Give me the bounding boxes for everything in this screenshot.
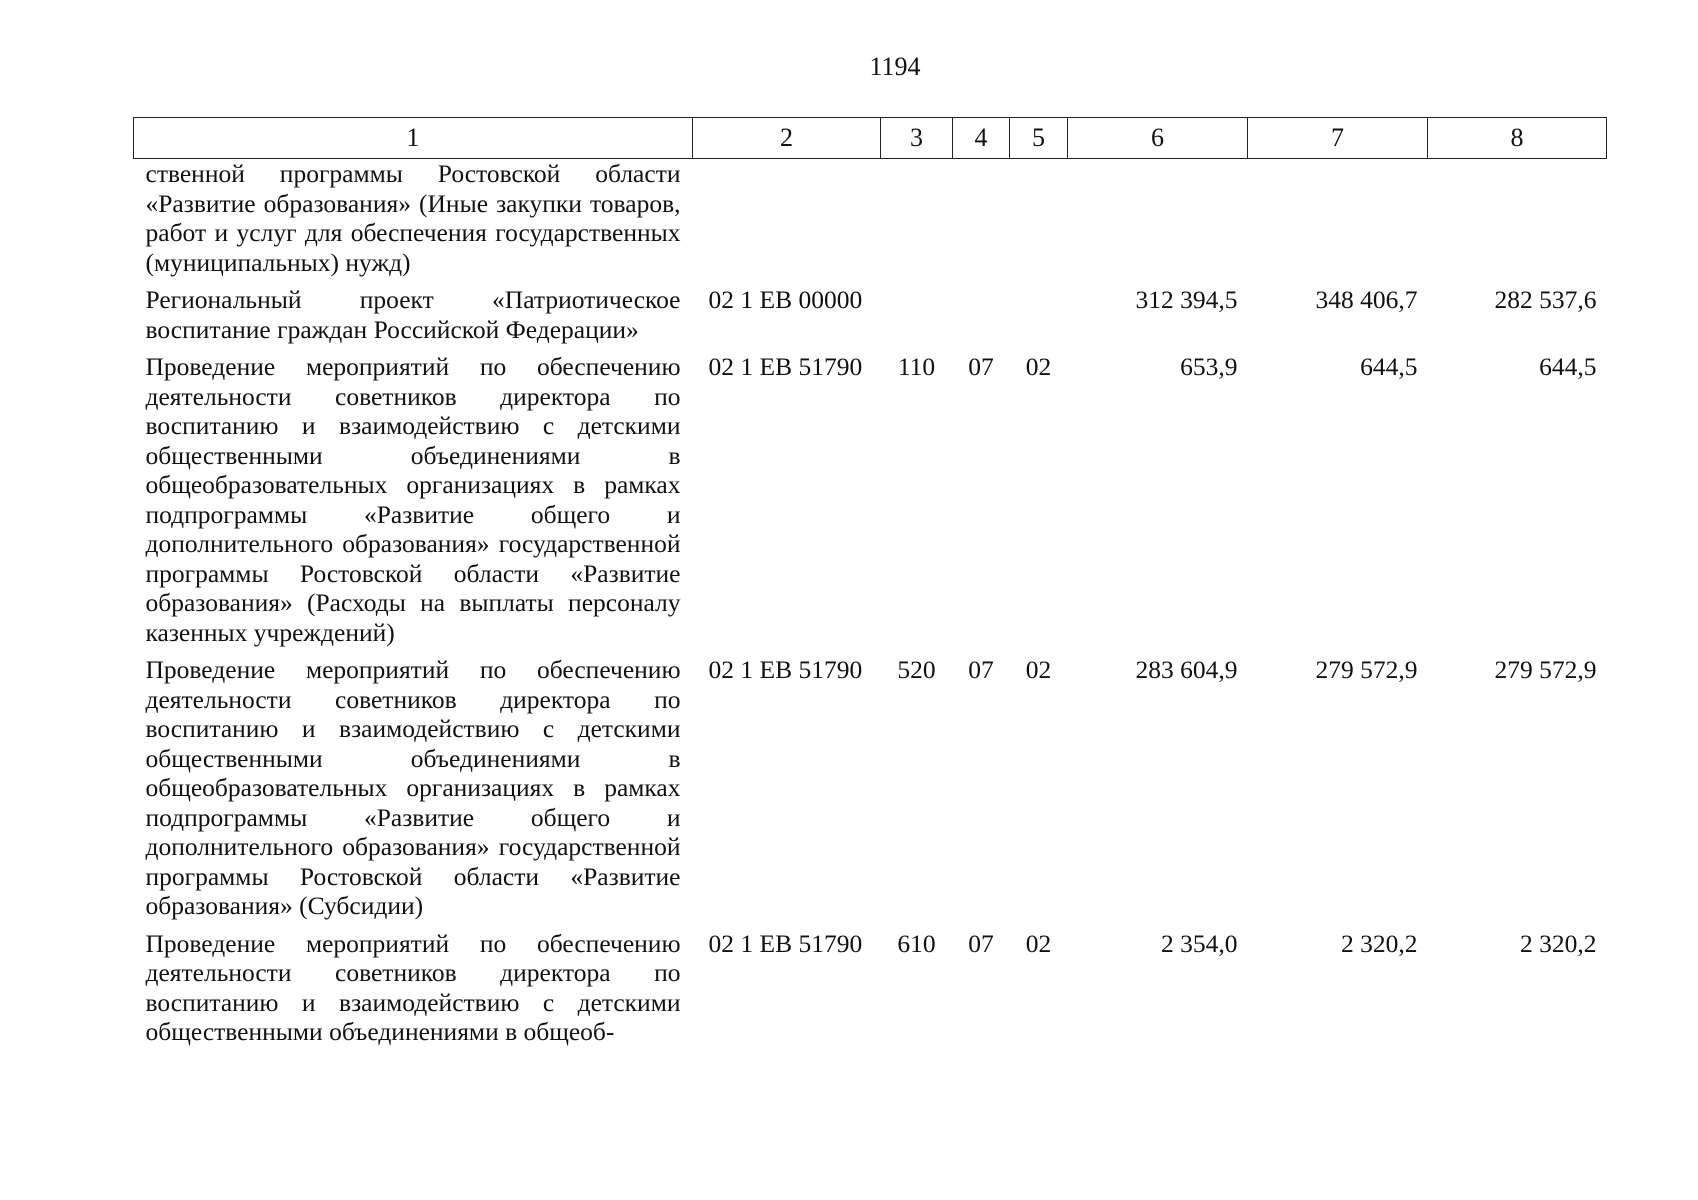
row-col4: 07	[968, 655, 994, 684]
column-header: 3	[881, 118, 953, 159]
table-row	[134, 352, 1607, 655]
row-code: 02 1 EB 51790	[708, 352, 863, 381]
row-amount-8: 644,5	[1539, 352, 1597, 381]
row-amount-8: 282 537,6	[1494, 285, 1597, 314]
column-header: 6	[1068, 118, 1248, 159]
column-header: 7	[1248, 118, 1428, 159]
row-name: Проведение мероприятий по обеспечению деятельности советников директора по воспитанию и взаимодействию с детскими общественными объединениями в общеоб-	[145, 928, 681, 1046]
row-col3	[881, 159, 953, 286]
table-row	[134, 929, 1607, 1055]
row-amount-7: 348 406,7	[1315, 285, 1418, 314]
row-amount-7: 644,5	[1360, 352, 1418, 381]
column-header: 8	[1428, 118, 1607, 159]
row-name: Проведение мероприятий по обеспечению деятельности советников директора по воспитанию и взаимодействию с детскими общественными объединениями в общеобразовательных организациях в рамках подпрограммы «Развитие общего и дополнительного образования» государственной программы Ростовской области «Развитие образования» (Субсидии)	[145, 655, 681, 920]
row-amount-6: 2 354,0	[1161, 928, 1238, 958]
row-amount-6: 653,9	[1180, 352, 1238, 381]
row-amount-7: 279 572,9	[1315, 655, 1418, 684]
row-col3: 520	[897, 655, 936, 684]
row-col4: 07	[968, 928, 994, 958]
row-amount-7: 2 320,2	[1341, 928, 1418, 958]
row-col5	[1010, 159, 1068, 286]
row-amount-6: 283 604,9	[1135, 655, 1238, 684]
row-name: Региональный проект «Патриотическое воспитание граждан Российской Федерации»	[145, 285, 681, 344]
row-col5: 02	[1025, 928, 1052, 958]
row-col3: 110	[897, 352, 936, 381]
row-col4	[953, 285, 1010, 352]
table-row	[134, 159, 1607, 286]
table-header-row	[134, 118, 1607, 159]
row-code: 02 1 EB 51790	[708, 655, 863, 684]
row-col5: 02	[1025, 352, 1052, 381]
page-number: 1194	[869, 52, 921, 81]
row-name: ственной программы Ростовской области «Развитие образования» (Иные закупки товаров, работ и услуг для обеспечения государственных (муниципальных) нужд)	[145, 159, 681, 277]
row-amount-6: 312 394,5	[1135, 285, 1238, 314]
row-code: 02 1 EB 51790	[708, 928, 863, 958]
row-amount-8: 2 320,2	[1520, 928, 1597, 958]
row-code: 02 1 EB 00000	[708, 285, 863, 314]
row-col3: 610	[897, 928, 936, 958]
row-col4	[953, 159, 1010, 286]
column-header: 4	[953, 118, 1010, 159]
row-amount-7	[1248, 159, 1428, 286]
row-amount-8: 279 572,9	[1494, 655, 1597, 684]
row-col3	[881, 285, 953, 352]
row-code	[693, 159, 881, 286]
table-row	[134, 285, 1607, 352]
table-row	[134, 655, 1607, 929]
row-amount-6	[1068, 159, 1248, 286]
row-col5	[1010, 285, 1068, 352]
budget-table	[133, 117, 1607, 1055]
column-header: 5	[1010, 118, 1068, 159]
column-header: 1	[134, 118, 693, 159]
row-col5: 02	[1025, 655, 1052, 684]
row-name: Проведение мероприятий по обеспечению деятельности советников директора по воспитанию и взаимодействию с детскими общественными объединениями в общеобразовательных организациях в рамках подпрограммы «Развитие общего и дополнительного образования» государственной программы Ростовской области «Развитие образования» (Расходы на выплаты персоналу казенных учреждений)	[145, 352, 681, 647]
row-col4: 07	[968, 352, 994, 381]
column-header: 2	[693, 118, 881, 159]
row-amount-8	[1428, 159, 1607, 286]
